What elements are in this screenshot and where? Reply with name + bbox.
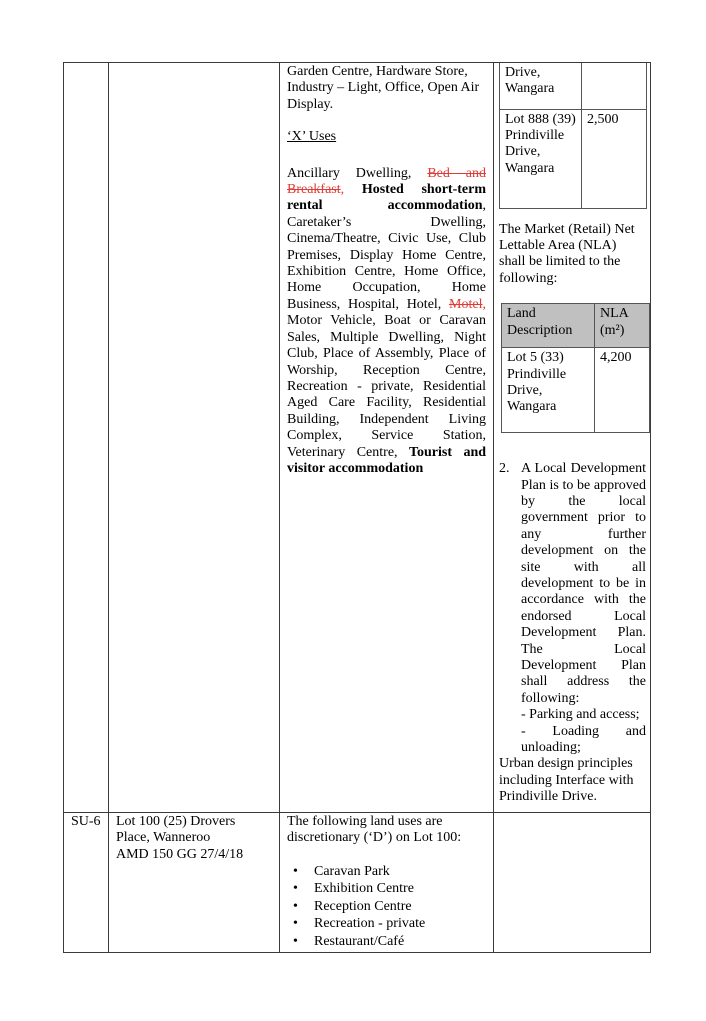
discretionary-uses-list <box>287 863 486 951</box>
list-item-label: Restaurant/Café <box>314 933 405 949</box>
market-nla-table <box>501 303 650 433</box>
special-use-zones-table <box>63 62 651 953</box>
text-segment: , Caretaker’s Dwelling, Cinema/Theatre, Civic Use, Club Premises, Display Home Centre, Exhibition Centre, Home Office, Home Occupation, Home Business, Hospital, Hotel, <box>287 198 486 312</box>
discretionary-uses-intro: The following land uses are discretionary (‘D’) on Lot 100: <box>287 814 462 846</box>
bullet-icon: • <box>293 933 298 949</box>
su6-uses-cell <box>280 813 494 953</box>
bullet-icon: • <box>293 863 298 879</box>
uses-intro-paragraph: Garden Centre, Hardware Store, Industry – Light, Office, Open Air Display. <box>287 64 480 112</box>
list-item <box>287 880 486 898</box>
numbered-list-item-2 <box>499 461 646 756</box>
list-item-label: Exhibition Centre <box>314 881 414 897</box>
list-item <box>287 915 486 933</box>
text-segment: , <box>340 182 362 198</box>
su5-description-cell <box>109 63 280 813</box>
lot-description: Lot 100 (25) Drovers Place, Wanneroo <box>116 814 236 846</box>
x-uses-paragraph <box>287 166 486 478</box>
nla-value: 2,500 <box>582 109 647 208</box>
column-header-nla: NLA (m²) <box>595 304 650 348</box>
ldp-dash-item-loading: - Loading and unloading; <box>521 723 646 756</box>
x-uses-heading: ‘X’ Uses <box>287 129 337 145</box>
text-segment: Motor Vehicle, Boat or Caravan Sales, Multiple Dwelling, Night Club, Place of Assembly, Place of Worship, Reception Centre, Recreation - private, Residential Aged Care Facility, Residential Building, Independent Living Complex, Service Station, Veterinary Centre, <box>287 313 486 460</box>
su-code: SU-6 <box>71 814 101 829</box>
list-item <box>287 863 486 881</box>
nla-value <box>582 63 647 109</box>
urban-design-text: Urban design principles including Interface with Prindiville Drive. <box>499 756 634 805</box>
list-item-label: Reception Centre <box>314 898 412 914</box>
list-item-label: Caravan Park <box>314 863 390 879</box>
inserted-text-tourist-accommodation: Tourist and visitor accommodation <box>287 444 487 476</box>
amendment-reference: AMD 150 GG 27/4/18 <box>116 846 244 862</box>
text-segment: Ancillary Dwelling, <box>287 165 428 181</box>
bullet-icon: • <box>293 916 298 932</box>
table-row <box>500 109 647 208</box>
bullet-icon: • <box>293 898 298 914</box>
column-header-land-description: Land Description <box>502 304 595 348</box>
deleted-text-bed-and-breakfast: Bed and Breakfast <box>287 165 486 198</box>
su6-description-cell <box>109 813 280 953</box>
su6-conditions-cell <box>494 813 651 953</box>
su5-uses-cell <box>280 63 494 813</box>
ldp-dash-item-parking: - Parking and access; <box>521 707 640 723</box>
table-row-su5-continuation <box>64 63 651 813</box>
list-item <box>287 898 486 916</box>
deleted-text-motel: Motel <box>449 296 483 312</box>
table-row-su6 <box>64 813 651 953</box>
inserted-text-hosted-short-term: Hosted short-term rental accommodation <box>287 182 486 214</box>
su6-code-cell <box>64 813 109 953</box>
table-header-row <box>502 304 650 348</box>
nla-continuation-table <box>499 63 647 209</box>
text-segment: , <box>482 296 486 312</box>
ldp-condition-text: A Local Development Plan is to be approved by the local government prior to any further development on the site with all development to be in accordance with the endorsed Local Development Plan. The Local Development Plan shall address the following: <box>521 461 646 706</box>
list-item <box>287 933 486 951</box>
list-item-body <box>521 461 646 756</box>
su5-conditions-cell <box>494 63 651 813</box>
nla-value: 4,200 <box>595 348 650 433</box>
market-nla-intro: The Market (Retail) Net Lettable Area (NLA) shall be limited to the following: <box>499 221 635 286</box>
bullet-icon: • <box>293 881 298 897</box>
su5-code-cell <box>64 63 109 813</box>
land-description-value: Lot 888 (39) Prindiville Drive, Wangara <box>500 109 582 208</box>
list-item-label: Recreation - private <box>314 916 426 932</box>
table-row <box>500 63 647 109</box>
land-description-value: Lot 5 (33) Prindiville Drive, Wangara <box>502 348 595 433</box>
table-row <box>502 348 650 433</box>
list-number: 2. <box>499 461 510 477</box>
land-description-value: Drive, Wangara <box>500 63 582 109</box>
